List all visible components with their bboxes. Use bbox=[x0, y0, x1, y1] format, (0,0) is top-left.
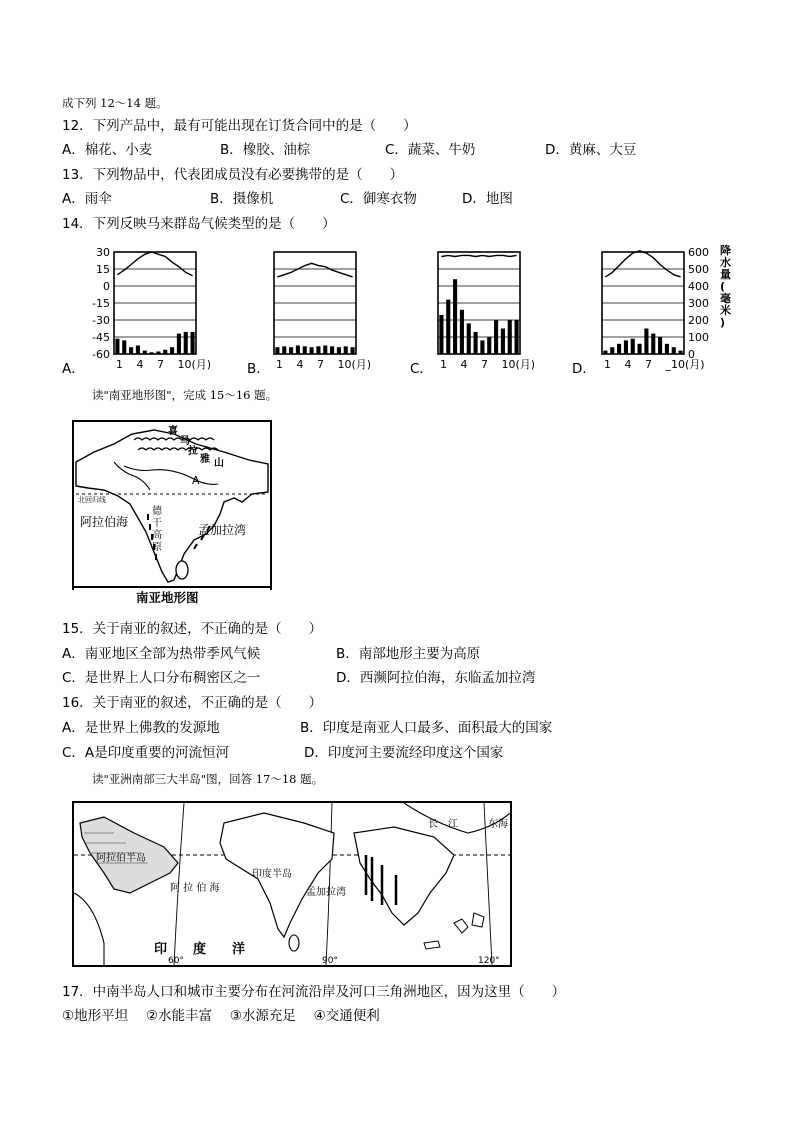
read-instruction-1: 读"南亚地形图"，完成 15～16 题。 bbox=[92, 388, 278, 402]
precip-tick-label: 600 bbox=[688, 246, 709, 259]
q14-option-a: A． bbox=[62, 361, 85, 377]
precip-bar-A-11 bbox=[184, 332, 188, 354]
precip-bar-A-7 bbox=[156, 351, 160, 354]
q13-option-a: A．雨伞 bbox=[62, 191, 112, 207]
map2-label-lon60: 60° bbox=[168, 956, 184, 965]
map-label-himalaya-4: 雅 bbox=[200, 454, 210, 465]
map2-label-east-sea: 东海 bbox=[488, 819, 508, 830]
q14-option-b: B． bbox=[247, 361, 270, 377]
q13-option-b: B．摄像机 bbox=[210, 191, 274, 207]
precip-bar-B-3 bbox=[289, 347, 293, 354]
temp-tick-label: 0 bbox=[103, 280, 110, 293]
q12-option-a: A．棉花、小麦 bbox=[62, 142, 153, 158]
precip-bar-A-12 bbox=[191, 332, 195, 354]
map-label-himalaya-5: 山 bbox=[214, 458, 224, 469]
precip-tick-label: 100 bbox=[688, 331, 709, 344]
temp-tick-label: -45 bbox=[92, 331, 110, 344]
precip-bar-B-9 bbox=[330, 346, 334, 354]
precip-bar-A-4 bbox=[136, 346, 140, 355]
q12-option-c: C．蔬菜、牛奶 bbox=[385, 142, 476, 158]
precip-bar-D-8 bbox=[651, 334, 655, 354]
map2-label-indian-ocean: 印 度 洋 bbox=[154, 942, 246, 957]
precip-bar-A-8 bbox=[163, 350, 167, 354]
map-label-tropic: 北回归线 bbox=[78, 496, 106, 504]
map2-label-bengal: 孟加拉湾 bbox=[306, 887, 346, 898]
precip-bar-C-9 bbox=[494, 320, 498, 354]
precip-tick-label: 300 bbox=[688, 297, 709, 310]
precip-bar-C-7 bbox=[480, 340, 484, 354]
q17-options: ①地形平坦 ②水能丰富 ③水源充足 ④交通便利 bbox=[62, 1008, 380, 1024]
question-16-stem: 16．关于南亚的叙述，不正确的是（ ） bbox=[62, 695, 323, 711]
precip-bar-D-1 bbox=[603, 351, 607, 354]
precip-bar-C-12 bbox=[515, 320, 519, 354]
precip-bar-B-2 bbox=[282, 346, 286, 354]
precip-bar-B-5 bbox=[303, 346, 307, 354]
x-tick-label-B: 10(月) bbox=[337, 358, 372, 371]
precip-tick-label: 0 bbox=[688, 348, 695, 361]
precip-bar-B-11 bbox=[344, 346, 348, 354]
q12-option-d: D．黄麻、大豆 bbox=[545, 142, 637, 158]
map-label-himalaya-2: 马 bbox=[180, 436, 190, 447]
temp-tick-label: -60 bbox=[92, 348, 110, 361]
x-tick-label-D: 4 bbox=[624, 358, 632, 371]
precip-bar-B-4 bbox=[296, 346, 300, 355]
q16-option-c: C．A是印度重要的河流恒河 bbox=[62, 745, 230, 761]
map1-caption: 南亚地形图 bbox=[136, 590, 199, 605]
q13-option-d: D．地图 bbox=[462, 191, 513, 207]
precip-bar-D-7 bbox=[644, 329, 648, 355]
precip-bar-B-12 bbox=[351, 347, 355, 354]
precip-bar-C-2 bbox=[446, 300, 450, 354]
precip-axis-label: 毫 bbox=[720, 292, 731, 305]
q14-option-c: C． bbox=[410, 361, 433, 377]
q15-option-d: D．西濒阿拉伯海，东临孟加拉湾 bbox=[336, 670, 536, 686]
precip-bar-A-6 bbox=[150, 352, 154, 354]
temp-tick-label: 15 bbox=[96, 263, 110, 276]
precip-axis-label: ) bbox=[720, 316, 726, 329]
x-tick-label-A: 10(月) bbox=[177, 358, 212, 371]
precip-axis-label: ( bbox=[720, 280, 726, 293]
precip-axis-label: 米 bbox=[720, 304, 731, 317]
x-tick-label-D: 7 bbox=[645, 358, 652, 371]
precip-tick-label: 200 bbox=[688, 314, 709, 327]
precip-bar-B-10 bbox=[337, 347, 341, 354]
precip-bar-D-5 bbox=[631, 339, 635, 354]
climate-charts bbox=[56, 240, 736, 380]
x-tick-label-A: 4 bbox=[136, 358, 144, 371]
x-tick-label-B: 4 bbox=[296, 358, 304, 371]
x-tick-label-C: 10(月) bbox=[501, 358, 536, 371]
map-label-bengal: 孟加拉湾 bbox=[198, 523, 247, 537]
precip-bar-D-12 bbox=[679, 351, 683, 354]
precip-bar-C-4 bbox=[460, 310, 464, 354]
map-label-himalaya-3: 拉 bbox=[188, 446, 198, 457]
x-tick-label-B: 1 bbox=[276, 358, 283, 371]
precip-bar-D-3 bbox=[617, 344, 621, 354]
q16-option-a: A．是世界上佛教的发源地 bbox=[62, 720, 220, 736]
precip-tick-label: 500 bbox=[688, 263, 709, 276]
q13-option-c: C．御寒衣物 bbox=[340, 191, 417, 207]
map-label-a: A bbox=[192, 474, 200, 487]
precip-bar-A-3 bbox=[129, 347, 133, 354]
map-label-deccan-4: 原 bbox=[152, 542, 162, 553]
map2-label-yangtze: 长 江 bbox=[428, 819, 458, 830]
precip-bar-C-10 bbox=[501, 329, 505, 355]
precip-bar-B-1 bbox=[275, 347, 279, 354]
map-label-deccan-1: 德 bbox=[152, 506, 162, 517]
precip-bar-A-10 bbox=[177, 334, 181, 354]
map-label-deccan-3: 高 bbox=[152, 530, 162, 541]
precip-bar-D-10 bbox=[665, 344, 669, 354]
precip-bar-D-2 bbox=[610, 347, 614, 354]
precip-bar-D-6 bbox=[638, 344, 642, 354]
precip-axis-label: 降 bbox=[720, 244, 731, 257]
precip-tick-label: 400 bbox=[688, 280, 709, 293]
q16-option-b: B．印度是南亚人口最多、面积最大的国家 bbox=[300, 720, 553, 736]
temp-tick-label: -15 bbox=[92, 297, 110, 310]
precip-bar-C-11 bbox=[508, 320, 512, 354]
precip-axis-label: 水 bbox=[720, 256, 731, 269]
precip-bar-C-8 bbox=[487, 337, 491, 354]
precip-bar-B-8 bbox=[323, 346, 327, 355]
x-tick-label-D: _10(月) bbox=[665, 358, 705, 371]
q15-option-a: A．南亚地区全部为热带季风气候 bbox=[62, 646, 261, 662]
precip-bar-C-1 bbox=[439, 315, 443, 354]
precip-axis-label: 量 bbox=[720, 268, 731, 281]
x-tick-label-C: 4 bbox=[460, 358, 468, 371]
precip-bar-D-11 bbox=[672, 347, 676, 354]
question-17-stem: 17．中南半岛人口和城市主要分布在河流沿岸及河口三角洲地区，因为这里（ ） bbox=[62, 984, 566, 1000]
q12-option-b: B．橡胶、油棕 bbox=[220, 142, 311, 158]
map-label-himalaya-1: 喜 bbox=[168, 426, 178, 437]
precip-bar-A-1 bbox=[115, 339, 119, 354]
question-13-stem: 13．下列物品中，代表团成员没有必要携带的是（ ） bbox=[62, 167, 404, 183]
precip-bar-A-9 bbox=[170, 347, 174, 354]
temp-line-C bbox=[441, 255, 516, 256]
south-asia-map bbox=[72, 420, 272, 590]
x-tick-label-A: 7 bbox=[157, 358, 164, 371]
map-label-arabian-sea: 阿拉伯海 bbox=[80, 515, 129, 529]
south-asia-peninsulas-map bbox=[72, 801, 512, 967]
precip-bar-B-6 bbox=[310, 347, 314, 354]
question-15-stem: 15．关于南亚的叙述，不正确的是（ ） bbox=[62, 621, 323, 637]
precip-bar-B-7 bbox=[316, 346, 320, 354]
precip-bar-A-2 bbox=[122, 340, 126, 354]
precip-bar-C-6 bbox=[474, 332, 478, 354]
intro-text: 成下列 12～14 题。 bbox=[62, 96, 168, 110]
q15-option-c: C．是世界上人口分布稠密区之一 bbox=[62, 670, 261, 686]
map2-label-arabian-sea: 阿 拉 伯 海 bbox=[170, 883, 220, 894]
precip-bar-D-9 bbox=[658, 337, 662, 354]
map-label-deccan-2: 干 bbox=[152, 518, 162, 529]
x-tick-label-C: 7 bbox=[481, 358, 488, 371]
q14-option-d: D． bbox=[572, 361, 596, 377]
q15-option-b: B．南部地形主要为高原 bbox=[336, 646, 481, 662]
map2-label-arabian-peninsula: 阿拉伯半岛 bbox=[96, 853, 146, 864]
precip-bar-C-3 bbox=[453, 279, 457, 354]
map2-label-lon120: 120° bbox=[478, 956, 500, 965]
map2-label-lon90: 90° bbox=[322, 956, 338, 965]
x-tick-label-B: 7 bbox=[317, 358, 324, 371]
x-tick-label-A: 1 bbox=[116, 358, 123, 371]
question-12-stem: 12．下列产品中，最有可能出现在订货合同中的是（ ） bbox=[62, 118, 417, 134]
precip-bar-C-5 bbox=[467, 323, 471, 354]
q16-option-d: D．印度河主要流经印度这个国家 bbox=[304, 745, 504, 761]
question-14-stem: 14．下列反映马来群岛气候类型的是（ ） bbox=[62, 216, 336, 232]
temp-tick-label: -30 bbox=[92, 314, 110, 327]
temp-tick-label: 30 bbox=[96, 246, 110, 259]
precip-bar-D-4 bbox=[624, 340, 628, 354]
precip-bar-A-5 bbox=[143, 351, 147, 354]
map2-label-indian-peninsula: 印度半岛 bbox=[252, 869, 292, 880]
read-instruction-2: 读"亚洲南部三大半岛"图，回答 17～18 题。 bbox=[92, 772, 324, 786]
x-tick-label-C: 1 bbox=[440, 358, 447, 371]
x-tick-label-D: 1 bbox=[604, 358, 611, 371]
